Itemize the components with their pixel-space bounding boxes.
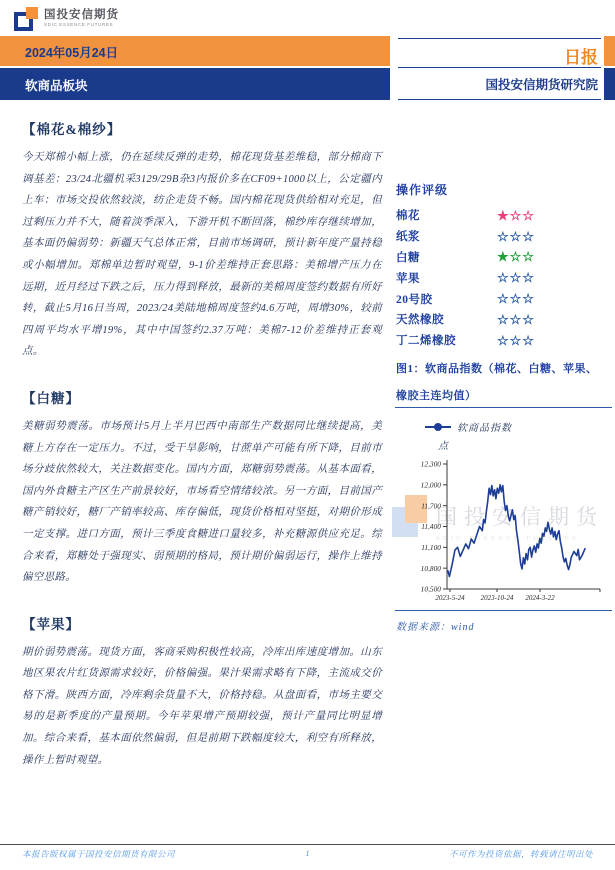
article-body: 美糖弱势震荡。市场预计5月上半月巴西中南部生产数据同比继续提高，美糖上方存在一定压力。不过，受干旱影响，甘蔗单产可能有所下降，目前市场分歧依然较大，关注数据变化。国内方面，郑糖弱势震荡。从基本面看，国内外食糖主产区生产前景较好，市场看空情绪较浓。另一方面，目前国产糖产销较好，糖厂产销率较高、库存偏低，现货价格相对坚挺，对期价形成一定支撑。进口方面，预计三季度食糖进口量较多，补充糖源供应充足。综合来看，郑糖处于强现实、弱预期的格局，预计期价偏弱运行，操作上维持偏空思路。 <box>22 420 382 584</box>
data-source-note: 数据来源：wind <box>396 622 475 633</box>
watermark-text: 国投安信期货 <box>436 505 604 529</box>
article-apple <box>22 613 382 772</box>
svg-text:10,800: 10,800 <box>420 563 441 573</box>
line-marker-icon <box>425 426 451 428</box>
header-divider <box>398 99 601 100</box>
figure-divider-top <box>395 407 612 408</box>
header-divider <box>398 38 601 39</box>
rating-commodity-label: 棉花 <box>396 210 420 223</box>
svg-text:11,400: 11,400 <box>421 522 441 532</box>
svg-text:11,100: 11,100 <box>421 542 441 552</box>
rating-commodity-label: 苹果 <box>396 272 420 285</box>
rating-stars: ☆☆☆ <box>497 332 535 348</box>
report-date: 2024年05月24日 <box>25 46 119 60</box>
ratings-title: 操作评级 <box>396 183 449 197</box>
svg-text:2023-10-24: 2023-10-24 <box>480 594 514 602</box>
svg-text:2024-3-22: 2024-3-22 <box>525 594 555 602</box>
rating-row <box>396 288 606 309</box>
article-title: 【苹果】 <box>22 616 80 632</box>
footer-disclaimer: 不可作为投资依据，转载请注明出处 <box>448 849 593 859</box>
svg-text:10,500: 10,500 <box>420 584 441 594</box>
svg-text:12,300: 12,300 <box>420 459 441 469</box>
rating-row <box>396 309 606 330</box>
sector-title: 软商品板块 <box>25 79 88 93</box>
edge-accent-blue <box>604 68 615 100</box>
svg-text:11,700: 11,700 <box>421 501 441 511</box>
rating-commodity-label: 纸浆 <box>396 231 420 244</box>
footer-divider <box>0 844 615 845</box>
ratings-list <box>396 205 606 351</box>
figure-caption: 图1：软商品指数（棉花、白糖、苹果、橡胶主连均值） <box>396 363 598 402</box>
rating-stars: ☆☆☆ <box>497 311 535 327</box>
watermark-subtext: SDIC ESSENCE FUTURES <box>436 535 580 542</box>
rating-stars: ☆☆☆ <box>497 228 535 244</box>
institute-name: 国投安信期货研究院 <box>485 78 598 92</box>
svg-text:12,000: 12,000 <box>420 480 441 490</box>
footer-copyright: 本报告版权属于国投安信期货有限公司 <box>22 849 176 859</box>
softs-index-chart <box>398 450 612 610</box>
rating-commodity-label: 天然橡胶 <box>396 314 444 327</box>
legend-label: 软商品指数 <box>457 423 512 434</box>
edge-accent-orange <box>604 36 615 66</box>
rating-row <box>396 226 606 247</box>
article-body: 今天郑棉小幅上涨，仍在延续反弹的走势，棉花现货基差维稳，部分棉商下调基差：23/24北疆机采3129/29B杂3内报价多在CF09+1000以上，公定疆内上车：市场交投依然较淡，纺企走货不畅。国内棉花现货供给相对充足，但过剩压力并不大，随着淡季深入，下游开机不断回落，棉纱库存继续增加，基本面仍偏弱势：新疆天气总体正常，目前市场调研，预计新年度产量持稳或小幅增加。郑棉单边暂时观望，9-1价差维持正套思路：美棉增产压力在远期，近月经过下跌之后，压力得到释放，最新的美棉周度签约数据有所好转，截止5月16日当周，2023/24美陆地棉周度签约4.6万吨，周增30%，较前四周平均水平增19%，其中中国签约2.37万吨：美棉7-12价差维持正套观点。 <box>22 152 382 358</box>
rating-row <box>396 330 606 351</box>
article-title: 【棉花&棉纱】 <box>22 122 122 137</box>
report-type: 日报 <box>564 48 598 67</box>
chart-legend <box>425 419 512 434</box>
header-divider <box>398 67 601 68</box>
softs-index-line-chart <box>398 450 612 610</box>
rating-stars: ★☆☆ <box>497 207 535 223</box>
rating-row <box>396 247 606 268</box>
brand-name: 国投安信期货 <box>44 8 119 21</box>
rating-stars: ☆☆☆ <box>497 291 535 307</box>
svg-text:2023-5-24: 2023-5-24 <box>435 594 465 602</box>
rating-commodity-label: 丁二烯橡胶 <box>396 335 456 348</box>
article-body: 期价弱势震荡。现货方面，客商采购积极性较高，冷库出库速度增加。山东地区果农片红货源需求较好，价格偏强。果汁果需求略有下降，主流成交价格下滑。陕西方面，冷库剩余货量不大，价格持稳。从盘面看，市场主要交易的是新季度的产量预期。今年苹果增产预期较强，预计产量同比明显增加。综合来看，基本面依然偏弱，但是前期下跌幅度较大，利空有所释放，操作上暂时观望。 <box>22 646 382 766</box>
article-sugar <box>22 387 382 589</box>
rating-row <box>396 267 606 288</box>
figure-divider-bottom <box>395 610 612 611</box>
operation-ratings <box>396 181 606 351</box>
article-cotton <box>22 118 382 363</box>
articles-column <box>22 118 382 795</box>
brand-logo <box>14 7 119 31</box>
rating-stars: ★☆☆ <box>497 249 535 265</box>
rating-commodity-label: 20号胶 <box>396 293 433 306</box>
rating-commodity-label: 白糖 <box>396 251 420 264</box>
brand-logo-icon <box>14 7 38 31</box>
footer-page-number: 1 <box>305 848 310 858</box>
rating-stars: ☆☆☆ <box>497 270 535 286</box>
axis-unit-label: 点 <box>438 441 448 452</box>
brand-name-en: SDIC ESSENCE FUTURES <box>44 22 114 28</box>
article-title: 【白糖】 <box>22 390 80 406</box>
rating-row <box>396 205 606 226</box>
